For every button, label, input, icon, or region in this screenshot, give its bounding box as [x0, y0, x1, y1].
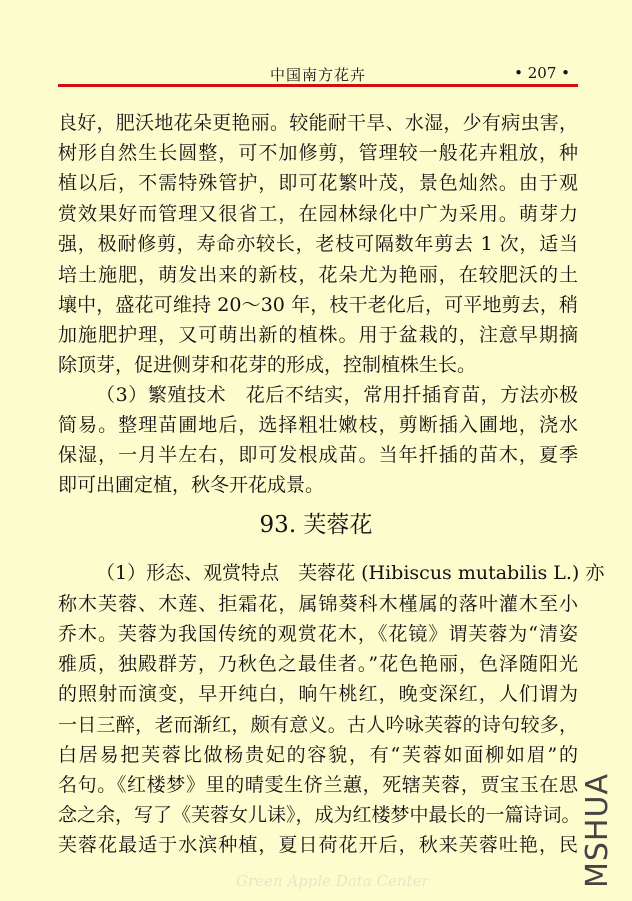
text-line: 一日三醉，老而渐红，颇有意义。古人吟咏芙蓉的诗句较多， [58, 714, 578, 736]
header-rule [58, 84, 578, 87]
text-line: 芙蓉花最适于水滨种植，夏日荷花开后，秋来芙蓉吐艳，民 [58, 834, 578, 856]
text-line: 培土施肥，萌发出来的新枝，花朵尤为艳丽，在较肥沃的土 [58, 264, 578, 286]
text-line: 白居易把芙蓉比做杨贵妃的容貌，有“芙蓉如面柳如眉”的 [58, 744, 578, 766]
running-header [58, 62, 578, 84]
text-line: 壤中，盛花可维持 20～30 年，枝干老化后，可平地剪去，稍 [58, 294, 578, 316]
page-number: • 207 • [514, 64, 570, 82]
text-line: （3）繁殖技术 花后不结实，常用扦插育苗，方法亦极 [96, 384, 578, 406]
text-line: 即可出圃定植，秋冬开花成景。 [58, 474, 325, 496]
text-line: 植以后，不需特殊管护，即可花繁叶茂，景色灿然。由于观 [58, 172, 578, 194]
text-line: （1）形态、观赏特点 芙蓉花 (Hibiscus mutabilis L.) 亦 [96, 562, 605, 584]
text-line: 强，极耐修剪，寿命亦较长，老枝可隔数年剪去 1 次，适当 [58, 233, 578, 255]
text-line: 保湿，一月半左右，即可发根成苗。当年扦插的苗木，夏季 [58, 444, 578, 466]
text-line: 加施肥护理，又可萌出新的植株。用于盆栽的，注意早期摘 [58, 324, 578, 346]
text-line: 除顶芽，促进侧芽和花芽的形成，控制植株生长。 [58, 354, 477, 376]
text-line: 乔木。芙蓉为我国传统的观赏花木，《花镜》谓芙蓉为“清姿 [58, 623, 578, 645]
text-line: 名句。《红楼梦》里的晴雯生侪兰蕙，死辖芙蓉，贾宝玉在思 [58, 774, 578, 796]
text-line: 树形自然生长圆整，可不加修剪，管理较一般花卉粗放，种 [58, 142, 578, 164]
text-line: 良好，肥沃地花朵更艳丽。较能耐干旱、水湿，少有病虫害， [58, 112, 578, 134]
header-title: 中国南方花卉 [270, 66, 367, 84]
text-line: 念之余，写了《芙蓉女儿诔》，成为红楼梦中最长的一篇诗词。 [58, 804, 581, 826]
section-title: 93. 芙蓉花 [259, 512, 373, 538]
side-watermark: MSHUA [580, 773, 615, 888]
text-line: 的照射而演变，早开纯白，晌午桃红，晚变深红，人们谓为 [58, 683, 578, 705]
text-line: 简易。整理苗圃地后，选择粗壮嫩枝，剪断插入圃地，浇水 [58, 414, 578, 436]
text-line: 赏效果好而管理又很省工，在园林绿化中广为采用。萌芽力 [58, 203, 578, 225]
text-line: 雅质，独殿群芳，乃秋色之最佳者。”花色艳丽，色泽随阳光 [58, 653, 578, 675]
watermark-text: Green Apple Data Center [236, 872, 429, 890]
text-line: 称木芙蓉、木莲、拒霜花，属锦葵科木槿属的落叶灌木至小 [58, 593, 578, 615]
